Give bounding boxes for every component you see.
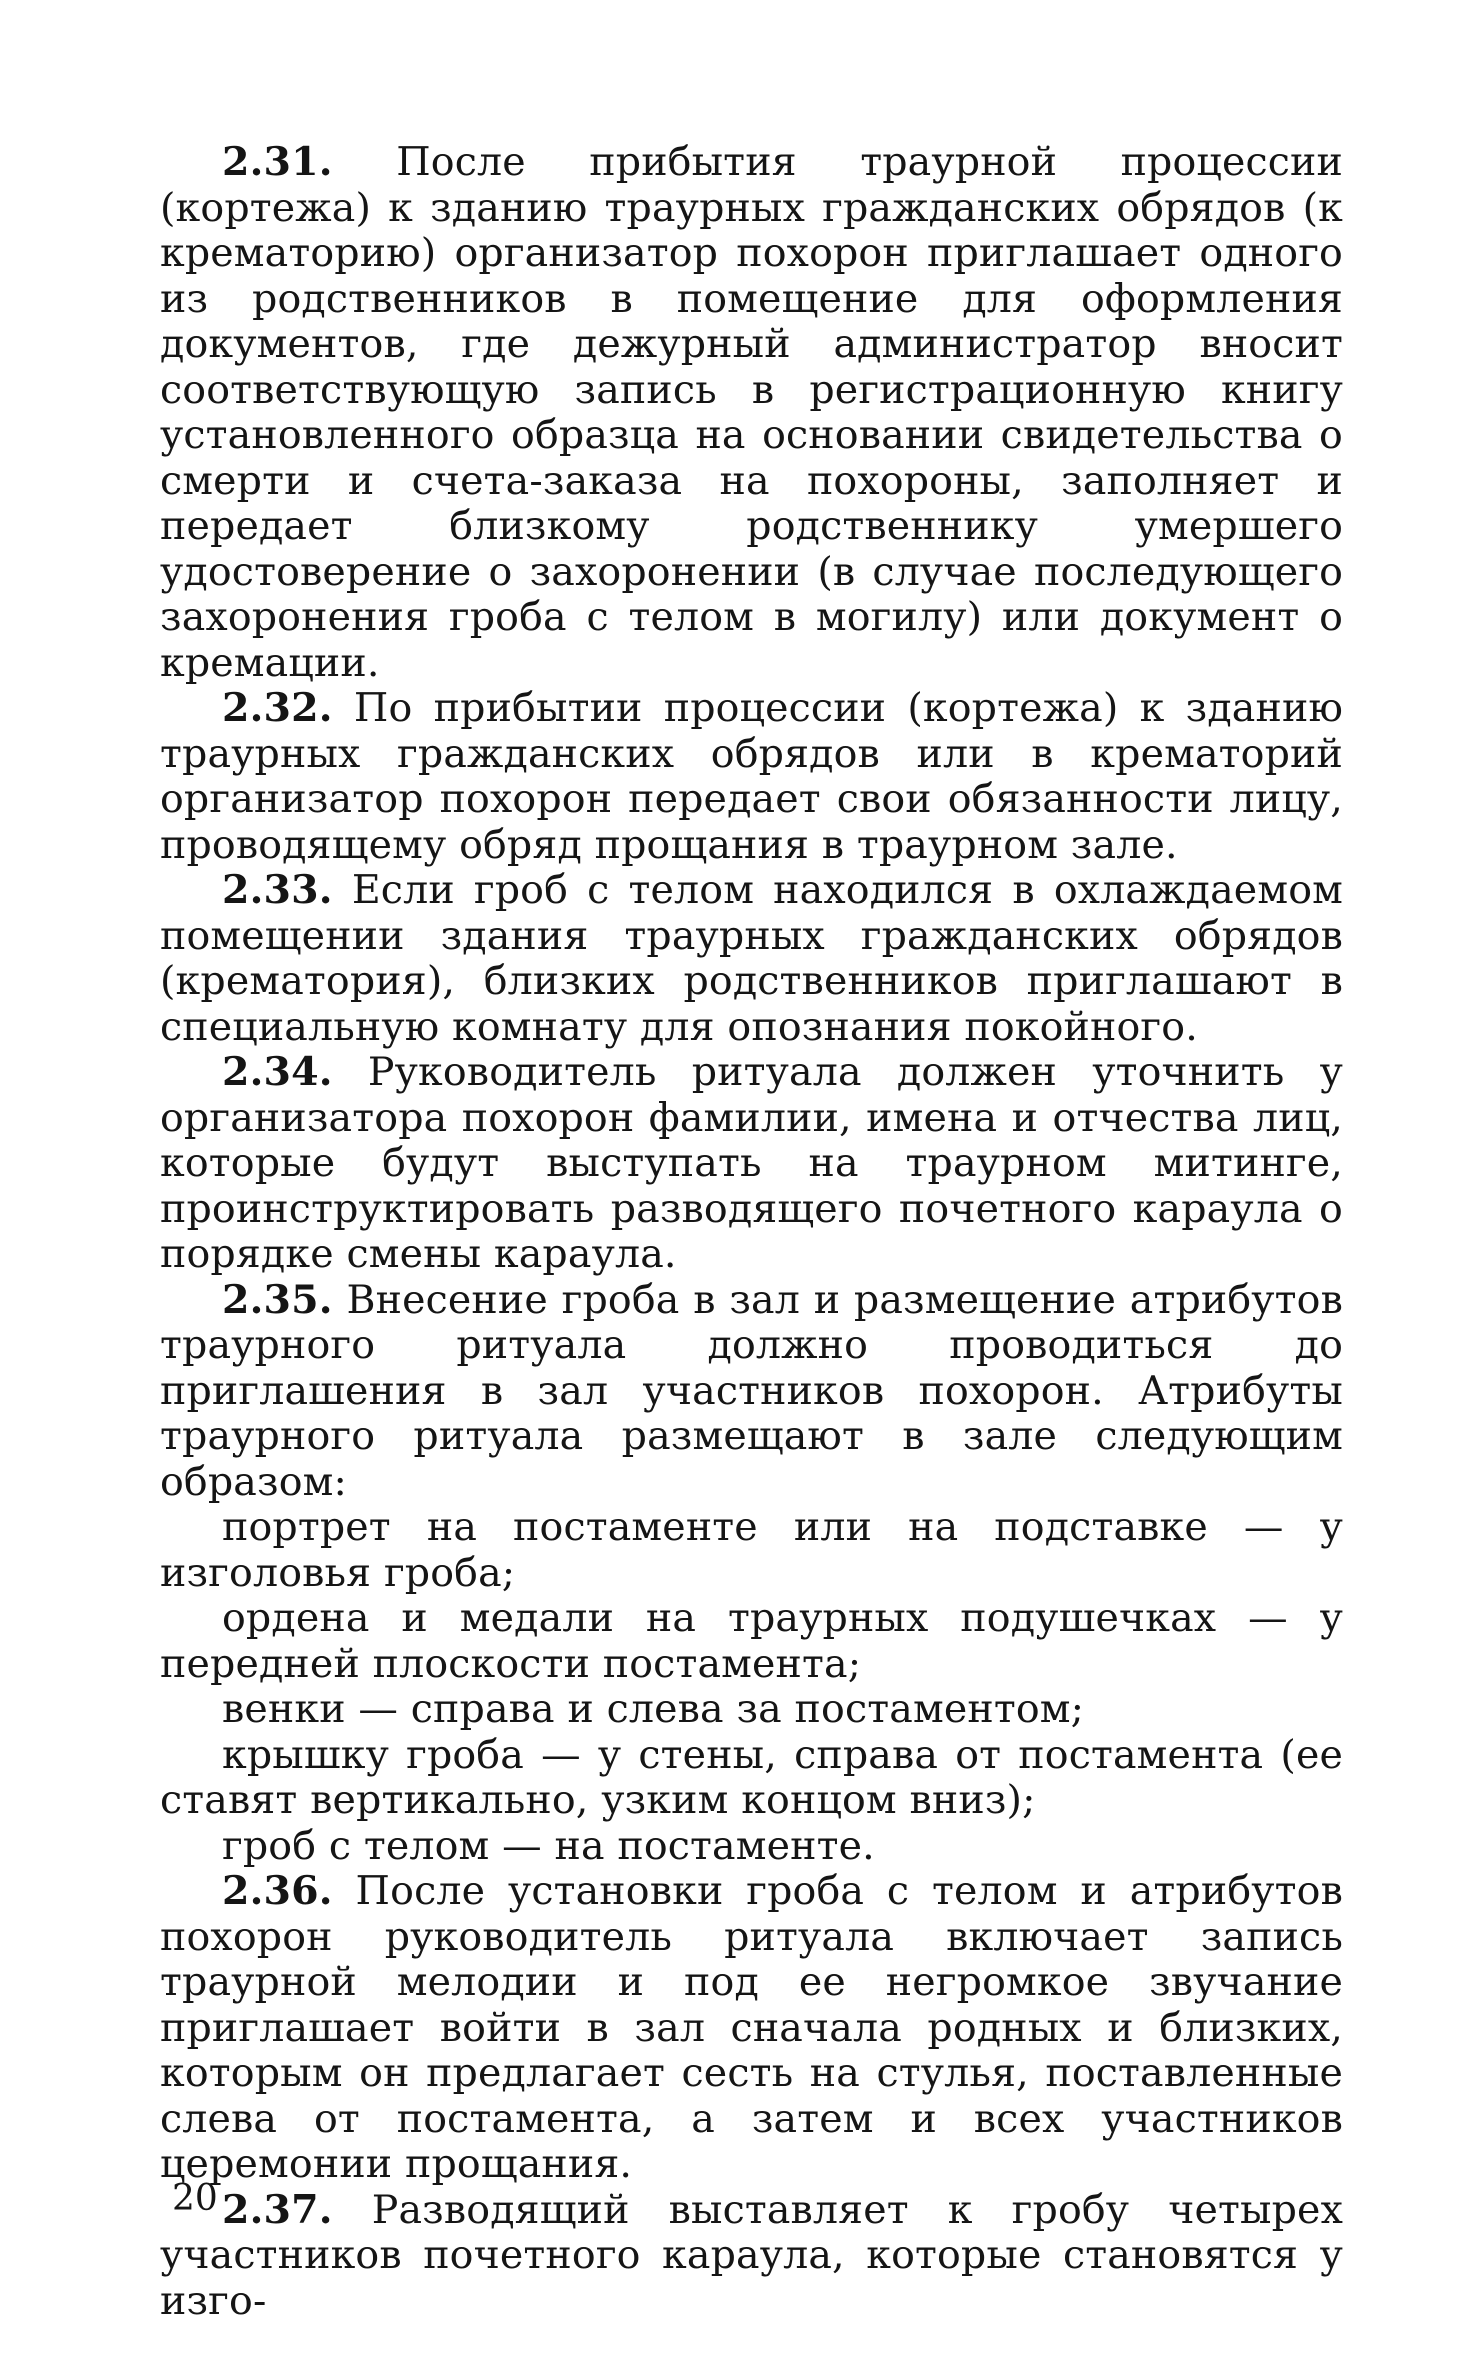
paragraph-text: После установки гроба с телом и атрибутов похорон руководитель ритуала включает запись траурной мелодии и под ее негромкое звучание приглашает войти в зал сначала родных и близких, которым он предлагает сесть на стулья, поставленные слева от постамента, а затем и всех участников церемонии прощания. (160, 1868, 1343, 2187)
paragraph-text: ордена и медали на траурных подушечках — у передней плоскости постамента; (160, 1595, 1343, 1687)
list-item-lid (160, 1733, 1343, 1824)
paragraph-2-36 (160, 1869, 1343, 2188)
body-text (160, 140, 1343, 2324)
paragraph-2-35 (160, 1278, 1343, 1506)
paragraph-text: гроб с телом — на постаменте. (222, 1822, 875, 1869)
paragraph-text: Если гроб с телом находился в охлаждаемом помещении здания траурных гражданских обрядов (крематория), близких родственников приглашают в специальную комнату для опознания покойного. (160, 867, 1343, 1050)
page-number: 20 (172, 2178, 218, 2219)
paragraph-number: 2.37. (222, 2186, 333, 2233)
paragraph-number: 2.31. (222, 139, 333, 185)
paragraph-text: После прибытия траурной процессии (кортежа) к зданию траурных гражданских обрядов (к крематорию) организатор похорон приглашает одного из родственников в помещение для оформления документов, где дежурный администратор вносит соответствующую запись в регистрационную книгу установленного образца на основании свидетельства о смерти и счета-заказа на похороны, заполняет и передает близкому родственнику умершего удостоверение о захоронении (в случае последующего захоронения гроба с телом в могилу) или документ о кремации. (160, 139, 1343, 686)
paragraph-2-37 (160, 2188, 1343, 2325)
list-item-medals (160, 1596, 1343, 1687)
paragraph-number: 2.34. (222, 1049, 333, 1095)
paragraph-text: По прибытии процессии (кортежа) к зданию траурных гражданских обрядов или в крематорий организатор похорон передает свои обязанности лицу, проводящему обряд прощания в траурном зале. (160, 685, 1343, 868)
paragraph-2-32 (160, 686, 1343, 868)
paragraph-2-31 (160, 140, 1343, 686)
list-item-portrait (160, 1505, 1343, 1596)
paragraph-2-34 (160, 1050, 1343, 1278)
paragraph-text: Руководитель ритуала должен уточнить у организатора похорон фамилии, имена и отчества лиц, которые будут выступать на траурном митинге, проинструктировать разводящего почетного караула о порядке смены караула. (160, 1049, 1343, 1277)
paragraph-number: 2.32. (222, 685, 333, 731)
paragraph-text: крышку гроба — у стены, справа от постамента (ее ставят вертикально, узким концом вниз); (160, 1731, 1343, 1823)
paragraph-text: венки — справа и слева за постаментом; (222, 1686, 1085, 1732)
list-item-wreaths (160, 1687, 1343, 1733)
paragraph-text: Внесение гроба в зал и размещение атрибутов траурного ритуала должно проводиться до приглашения в зал участников похорон. Атрибуты траурного ритуала размещают в зале следующим образом: (160, 1276, 1343, 1505)
list-item-coffin (160, 1824, 1343, 1870)
paragraph-number: 2.36. (222, 1868, 333, 1914)
paragraph-text: портрет на постаменте или на подставке — у изголовья гроба; (160, 1504, 1343, 1596)
paragraph-number: 2.35. (222, 1276, 333, 1323)
paragraph-2-33 (160, 868, 1343, 1050)
paragraph-text: Разводящий выставляет к гробу четырех участников почетного караула, которые становятся у изго- (160, 2186, 1343, 2324)
paragraph-number: 2.33. (222, 867, 333, 913)
